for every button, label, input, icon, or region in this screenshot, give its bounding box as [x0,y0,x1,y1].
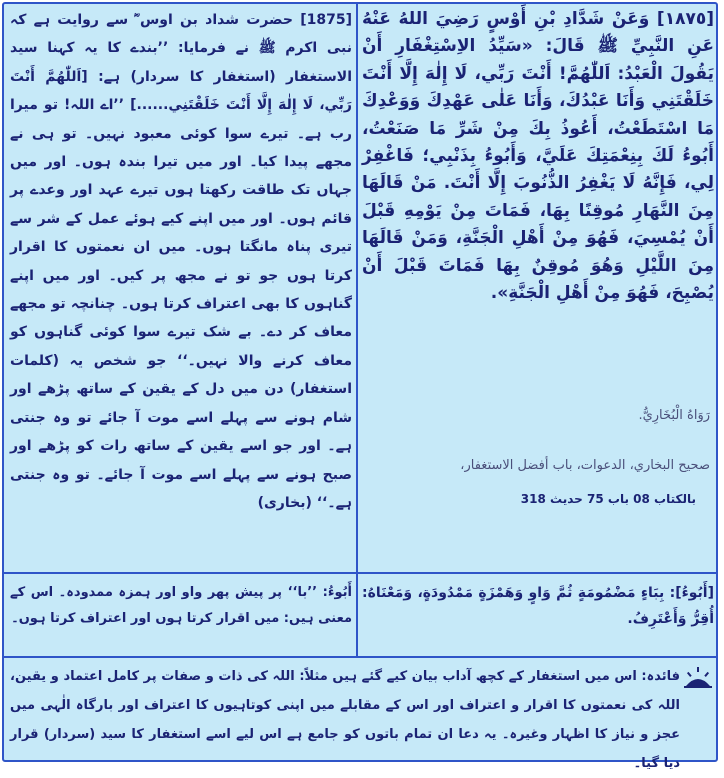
urdu-gloss: أَبُوءُ: ’’با‘‘ پر پیش پھر واو اور ہمزہ ممدودہ۔ اس کے معنی ہیں: میں اقرار کرتا ہوں اور اعتراف کرتا ہوں۔ [10,585,352,626]
column-divider [356,4,358,572]
arabic-hadith-body: وَعَنْ شَدَّادِ بْنِ أَوْسٍ رَضِيَ اللهُ عَنْهُ عَنِ النَّبِيِّ ﷺ قَالَ: «سَيِّدُ الاِسْتِغْفَارِ أَنْ يَقُولَ الْعَبْدُ: اَللّٰهُمَّ! أَنْتَ رَبِّي، لَا إِلٰهَ إِلَّا أَنْتَ خَلَقْتَنِي وَأَنَا عَبْدُكَ، وَأَنَا عَلٰى عَهْدِكَ وَوَعْدِكَ مَا اسْتَطَعْتُ، أَعُوذُ بِكَ مِنْ شَرِّ مَا صَنَعْتُ، أَبُوءُ لَكَ بِنِعْمَتِكَ عَلَيَّ، وَأَبُوءُ بِذَنْبِي؛ فَاغْفِرْ لِي، فَإِنَّهُ لَا يَغْفِرُ الذُّنُوبَ إِلَّا أَنْتَ. مَنْ قَالَهَا مِنَ النَّهَارِ مُوقِنًا بِهَا، فَمَاتَ مِنْ يَوْمِهِ قَبْلَ أَنْ يُمْسِيَ، فَهُوَ مِنْ أَهْلِ الْجَنَّةِ، وَمَنْ قَالَهَا مِنَ اللَّيْلِ وَهُوَ مُوقِنٌ بِهَا فَمَاتَ قَبْلَ أَنْ يُصْبِحَ، فَهُوَ مِنْ أَهْلِ الْجَنَّةِ». [362,9,714,304]
urdu-translation [10,6,352,571]
book-chapter-reference: بالکتاب 08 باب 75 حدیث 318 [520,492,696,506]
benefit-label: فائدہ: [641,669,680,684]
arabic-narrator: رَوَاهُ الْبُخَارِيُّ. [638,408,710,423]
urdu-hadith-number: [1875] [300,12,353,28]
arabic-hadith-text [362,6,714,391]
arabic-gloss: [أَبُوءُ]: بِبَاءٍ مَضْمُومَةٍ ثُمَّ وَاوٍ وَهَمْزَةٍ مَمْدُودَةٍ، وَمَعْنَاهُ: أُقِرُّ وَأَعْتَرِفُ. [362,585,714,627]
benefit-text: اس میں استغفار کے کچھ آداب بیان کیے گئے ہیں مثلاً: اللہ کی ذات و صفات پر کامل اعتماد و یقین، اللہ کی نعمتوں کا اقرار و اعتراف اور اس کے مقابلے میں اپنی کوتاہیوں کا اعتراف اور بارگاہ الٰہی میں عجز و نیاز کا اظہار وغیرہ۔ یہ دعا ان تمام باتوں کو جامع ہے اس لیے اسے استغفار کا سید (سردار) قرار دیا گیا۔ [10,669,680,771]
urdu-translation-body: حضرت شداد بن اوس ؓ سے روایت ہے کہ نبی اکرم ﷺ نے فرمایا: ’’بندے کا یہ کہنا سید الاستغفار (استغفار کا سردار) ہے: [اَللّٰهُمَّ أَنْتَ رَبِّي، لَا إِلٰهَ إِلَّا أَنْتَ خَلَقْتَنِي......] ’’اے اللہ! تو میرا رب ہے۔ تیرے سوا کوئی معبود نہیں۔ تو ہی نے مجھے پیدا کیا۔ اور میں تیرا بندہ ہوں۔ اور میں جہاں تک طاقت رکھتا ہوں تیرے عہد اور وعدے پر قائم ہوں۔ اور میں اپنے کیے ہوئے عمل کے شر سے تیری پناہ مانگتا ہوں۔ میں ان نعمتوں کا اقرار کرتا ہوں جو تو نے مجھ پر کیں۔ اور میں اپنے گناہوں کا بھی اعتراف کرتا ہوں۔ چنانچہ تو مجھے معاف کر دے۔ بے شک تیرے سوا کوئی گناہوں کو معاف کرنے والا نہیں۔‘‘ جو شخص یہ (کلمات استغفار) دن میں دل کے یقین کے ساتھ پڑھے اور شام ہونے سے پہلے اسے موت آ جائے تو وہ جنتی ہے۔ اور جو اسے یقین کے ساتھ رات کو پڑھے اور صبح ہونے سے پہلے اسے موت آ جائے۔ تو وہ جنتی ہے۔‘‘ (بخاری) [10,12,352,511]
benefit-note [10,662,680,771]
arabic-hadith-number: [١٨٧٥] [656,9,714,29]
benefit-divider [4,656,716,658]
gloss-divider [4,572,716,574]
gloss-column-divider [356,574,358,656]
arabic-reference: صحيح البخاري، الدعوات، باب أفضل الاستغفار، [460,458,710,473]
sun-rays-icon [684,666,712,690]
